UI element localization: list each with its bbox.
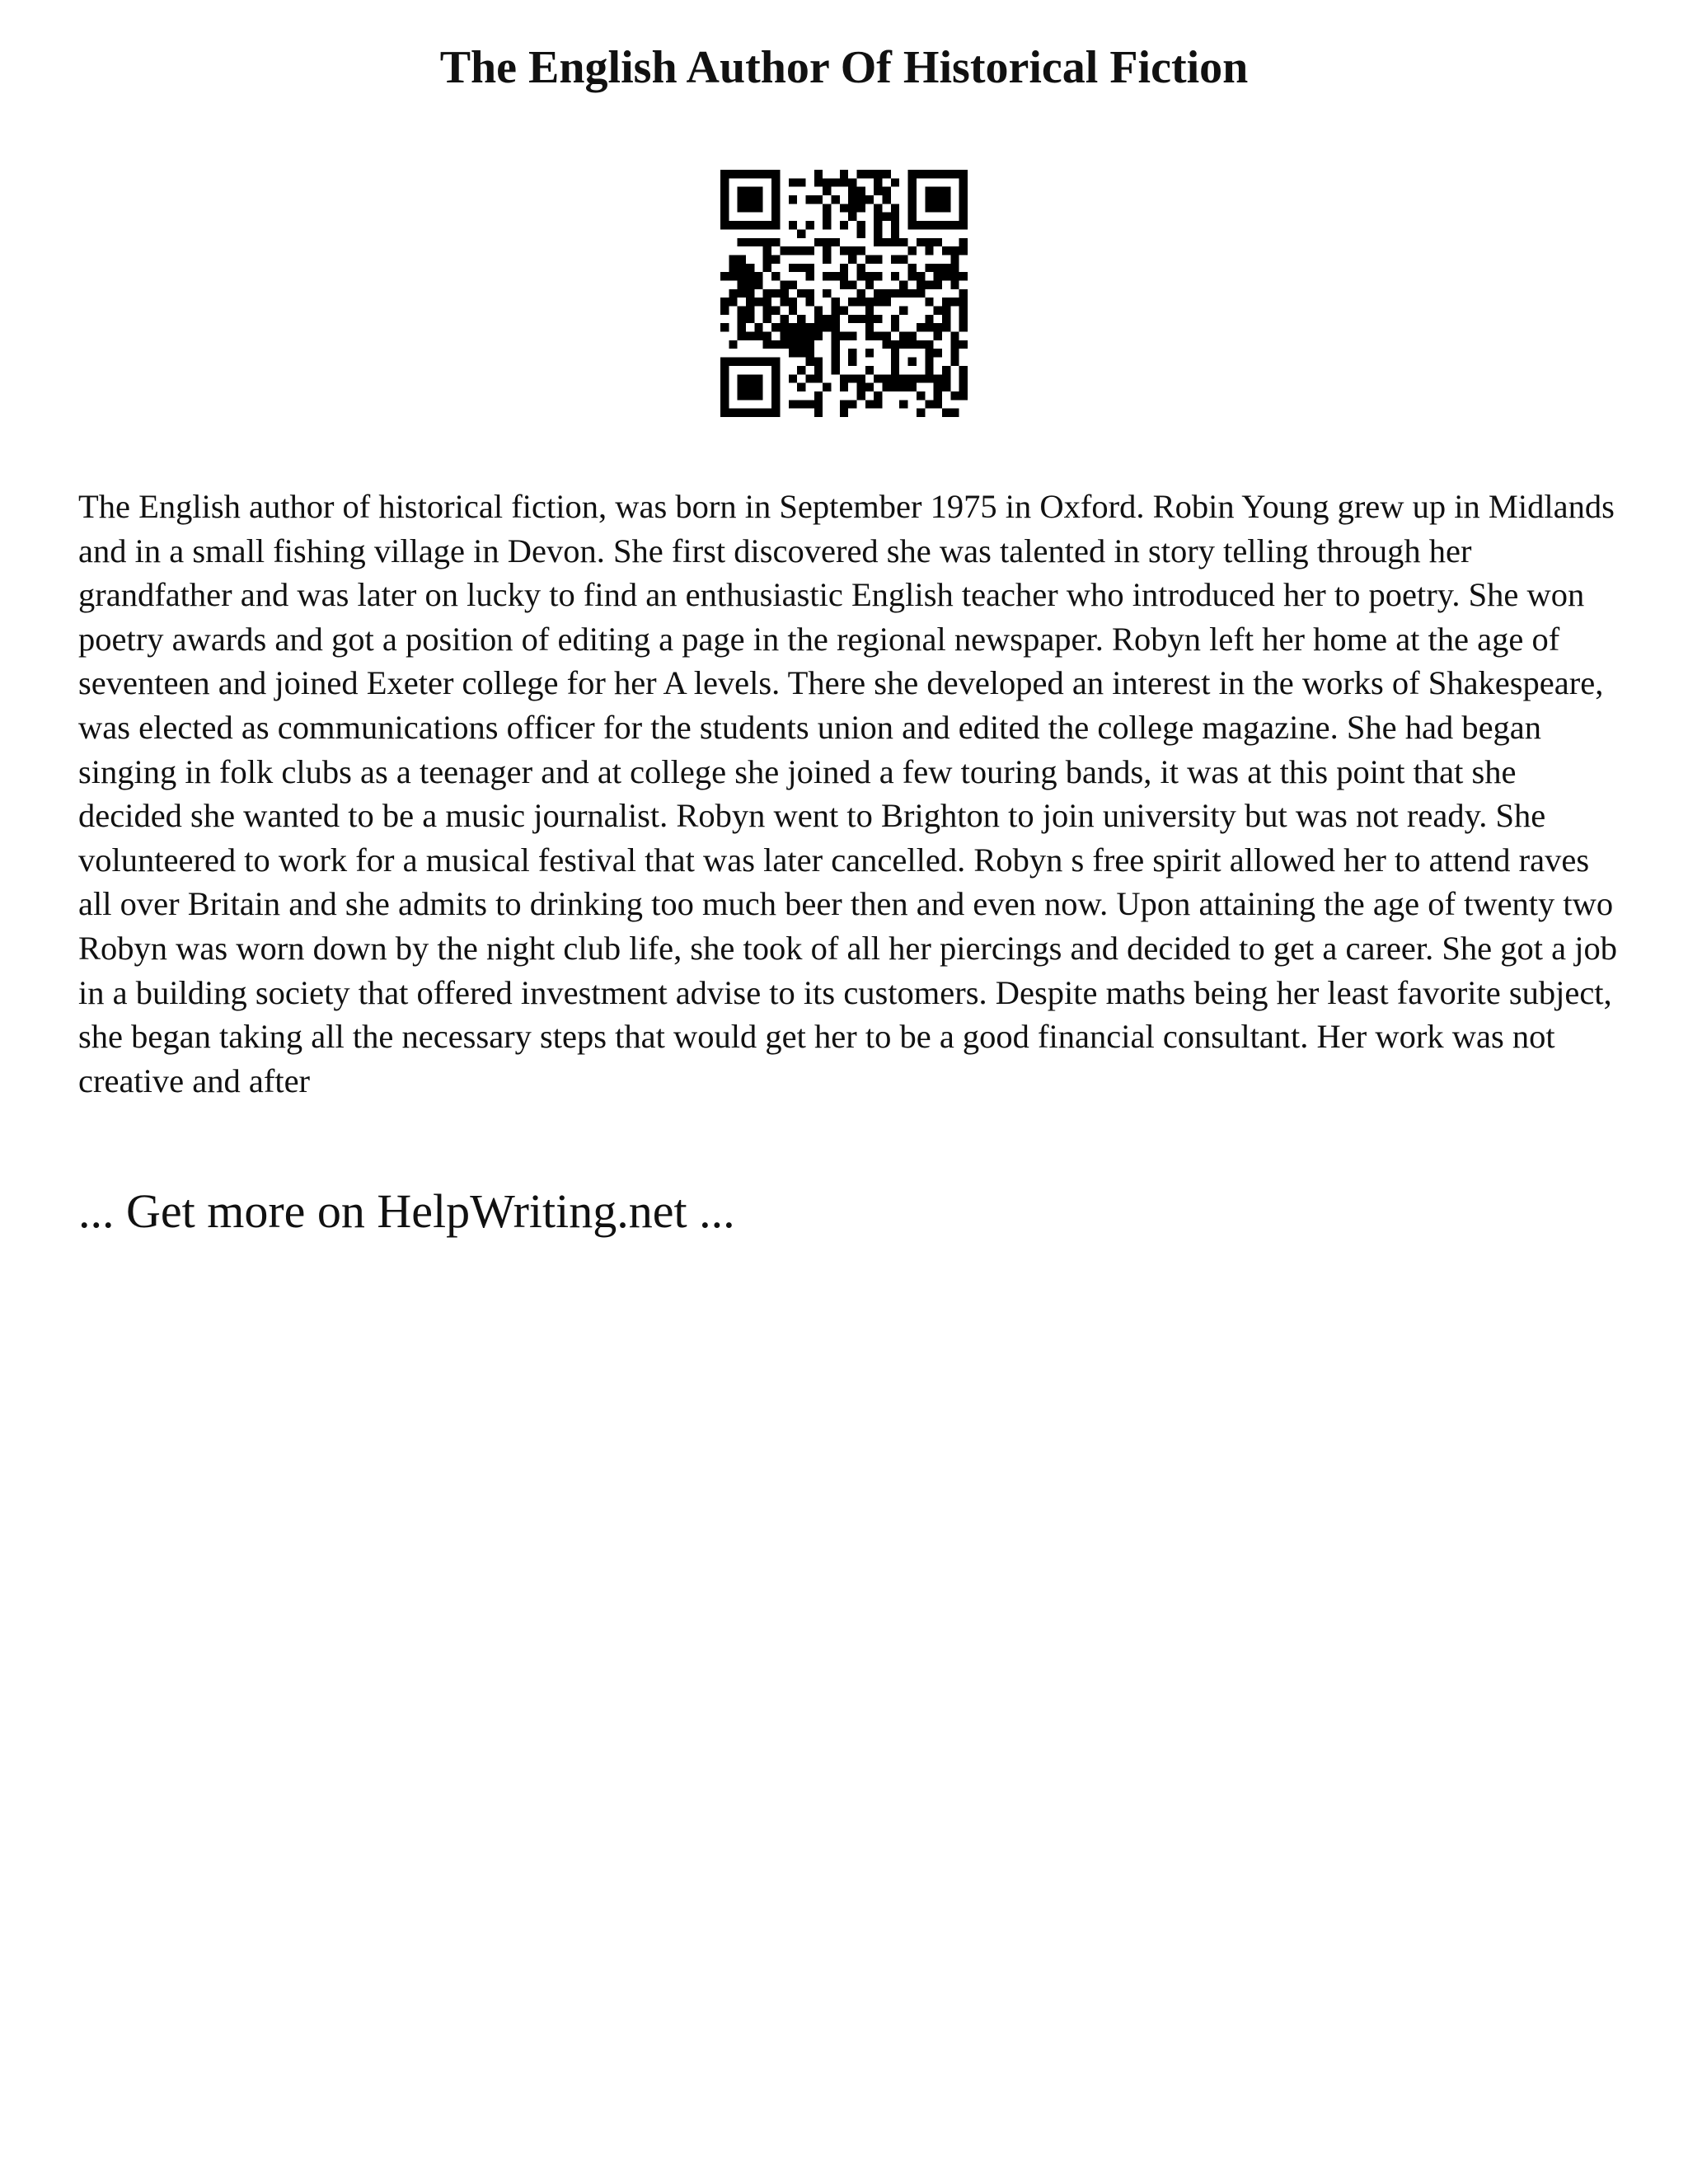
qr-code-icon[interactable]: [720, 170, 968, 417]
get-more-link[interactable]: ... Get more on HelpWriting.net ...: [78, 1184, 735, 1238]
body-paragraph: The English author of historical fiction, was born in September 1975 in Oxford. Robin Young grew up in Midlands and in a small fishing village in Devon. She first discovered she was talented in story telling through her grandfather and was later on lucky to find an enthusiastic English teacher who introduced her to poetry. She won poetry awards and got a position of editing a page in the regional newspaper. Robyn left her home at the age of seventeen and joined Exeter college for her A levels. There she developed an interest in the works of Shakespeare, was elected as communications officer for the students union and edited the college magazine. She had began singing in folk clubs as a teenager and at college she joined a few touring bands, it was at this point that she decided she wanted to be a music journalist. Robyn went to Brighton to join university but was not ready. She volunteered to work for a musical festival that was later cancelled. Robyn s free spirit allowed her to attend raves all over Britain and she admits to drinking too much beer then and even now. Upon attaining the age of twenty two Robyn was worn down by the night club life, she took of all her piercings and decided to get a career. She got a job in a building society that offered investment advise to its customers. Despite maths being her least favorite subject, she began taking all the necessary steps that would get her to be a good financial consultant. Her work was not creative and after: [78, 488, 1618, 1099]
page-title: The English Author Of Historical Fiction: [439, 42, 1249, 93]
qr-code-graphic: [720, 170, 968, 417]
